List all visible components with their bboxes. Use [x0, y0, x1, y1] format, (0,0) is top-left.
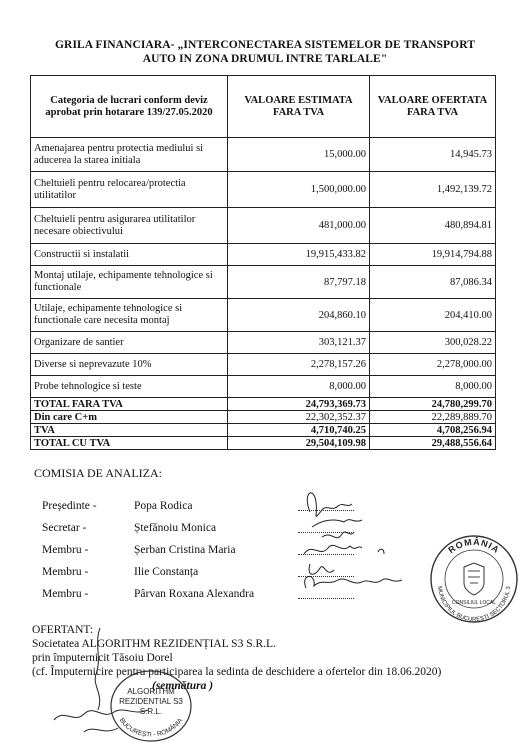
total-row: [31, 398, 496, 411]
table-row: [31, 208, 496, 244]
total-category: TOTAL CU TVA: [31, 437, 228, 450]
row-estimated: 1,500,000.00: [228, 172, 370, 208]
member-role: Secretar -: [42, 522, 87, 534]
total-category: TVA: [31, 424, 228, 437]
row-category: Cheltuieli pentru asigurarea utilitatilor necesare obiectivului: [31, 208, 228, 244]
row-category: Montaj utilaje, echipamente tehnologice si functionale: [31, 266, 228, 299]
council-stamp: [428, 533, 520, 625]
ofertant-label: OFERTANT:: [32, 624, 94, 636]
total-offered: 4,708,256.94: [370, 424, 496, 437]
total-category: TOTAL FARA TVA: [31, 398, 228, 411]
company-stamp-line2: REZIDENTIAL S3: [119, 697, 183, 706]
row-offered: 14,945.73: [370, 138, 496, 172]
stamp-council-text: CONSILIUL LOCAL: [452, 600, 496, 606]
table-row: [31, 299, 496, 332]
company-stamp-ring: BUCUREȘTI - ROMÂNIA: [117, 717, 185, 739]
member-name: Ilie Constanța: [134, 566, 199, 578]
row-estimated: 8,000.00: [228, 376, 370, 398]
table-row: [31, 172, 496, 208]
stamp-country: ROMÂNIA: [446, 536, 502, 556]
header-estimated: VALOARE ESTIMATA FARA TVA: [228, 76, 370, 138]
total-estimated: 24,793,369.73: [228, 398, 370, 411]
ofertant-signature: [44, 624, 154, 744]
row-category: Organizare de santier: [31, 332, 228, 354]
row-estimated: 204,860.10: [228, 299, 370, 332]
total-category: Din care C+m: [31, 411, 228, 424]
total-offered: 29,488,556.64: [370, 437, 496, 450]
table-row: [31, 244, 496, 266]
row-offered: 2,278,000.00: [370, 354, 496, 376]
header-offered: VALOARE OFERTATA FARA TVA: [370, 76, 496, 138]
member-role: Membru -: [42, 544, 89, 556]
member-role: Membru -: [42, 566, 89, 578]
row-estimated: 19,915,433.82: [228, 244, 370, 266]
row-offered: 1,492,139.72: [370, 172, 496, 208]
financial-grid-table: [30, 75, 496, 450]
total-estimated: 29,504,109.98: [228, 437, 370, 450]
total-estimated: 22,302,352.37: [228, 411, 370, 424]
table-row: [31, 354, 496, 376]
row-estimated: 15,000.00: [228, 138, 370, 172]
member-name: Șerban Cristina Maria: [134, 544, 236, 556]
document-title: [20, 38, 510, 66]
stamp-ring-text: MUNICIPIUL BUCUREȘTI SECTORUL 3: [435, 585, 513, 624]
table-row: [31, 376, 496, 398]
table-row: [31, 138, 496, 172]
header-category: Categoria de lucrari conform deviz aprobat prin hotarare 139/27.05.2020: [31, 76, 228, 138]
total-offered: 24,780,299.70: [370, 398, 496, 411]
company-stamp-line3: S.R.L.: [139, 707, 163, 716]
title-line-1: GRILA FINANCIARA- „INTERCONECTAREA SISTEMELOR DE TRANSPORT: [55, 39, 475, 51]
member-role: Președinte -: [42, 500, 97, 512]
title-line-2: AUTO IN ZONA DRUMUL INTRE TARLALE": [142, 53, 388, 65]
total-estimated: 4,710,740.25: [228, 424, 370, 437]
total-row: [31, 424, 496, 437]
total-row: [31, 437, 496, 450]
row-offered: 300,028.22: [370, 332, 496, 354]
commission-title: COMISIA DE ANALIZA:: [34, 466, 162, 480]
row-estimated: 2,278,157.26: [228, 354, 370, 376]
member-name: Ștefănoiu Monica: [134, 522, 217, 534]
row-offered: 480,894.81: [370, 208, 496, 244]
row-category: Probe tehnologice si teste: [31, 376, 228, 398]
row-category: Cheltuieli pentru relocarea/protectia utilitatilor: [31, 172, 228, 208]
row-category: Utilaje, echipamente tehnologice si functionale care necesita montaj: [31, 299, 228, 332]
company-stamp-line1: ALGORITHM: [127, 687, 175, 696]
member-role: Membru -: [42, 588, 89, 600]
ofertant-signature-label: (semnătura ): [152, 680, 214, 692]
row-offered: 8,000.00: [370, 376, 496, 398]
svg-text:ROMÂNIA: [446, 536, 501, 555]
member-name: Pârvan Roxana Alexandra: [134, 588, 255, 600]
total-offered: 22,289,889.70: [370, 411, 496, 424]
table-row: [31, 332, 496, 354]
row-estimated: 481,000.00: [228, 208, 370, 244]
row-category: Diverse si neprevazute 10%: [31, 354, 228, 376]
row-offered: 87,086.34: [370, 266, 496, 299]
table-header-row: [31, 76, 496, 138]
row-offered: 204,410.00: [370, 299, 496, 332]
row-estimated: 303,121.37: [228, 332, 370, 354]
row-estimated: 87,797.18: [228, 266, 370, 299]
row-category: Amenajarea pentru protectia mediului si aducerea la starea initiala: [31, 138, 228, 172]
row-offered: 19,914,794.88: [370, 244, 496, 266]
ofertant-proxy: prin împuternicit Tăsoiu Dorel: [32, 652, 173, 664]
ofertant-company: Societatea ALGORITHM REZIDENȚIAL S3 S.R.L.: [32, 638, 276, 650]
handwritten-signatures: [292, 482, 412, 607]
total-row: [31, 411, 496, 424]
ofertant-note: (cf. Împuternicire pentru participarea la sedinta de deschidere a ofertelor din 18.06.2020): [32, 666, 442, 678]
row-category: Constructii si instalatii: [31, 244, 228, 266]
table-row: [31, 266, 496, 299]
member-name: Popa Rodica: [134, 500, 193, 512]
